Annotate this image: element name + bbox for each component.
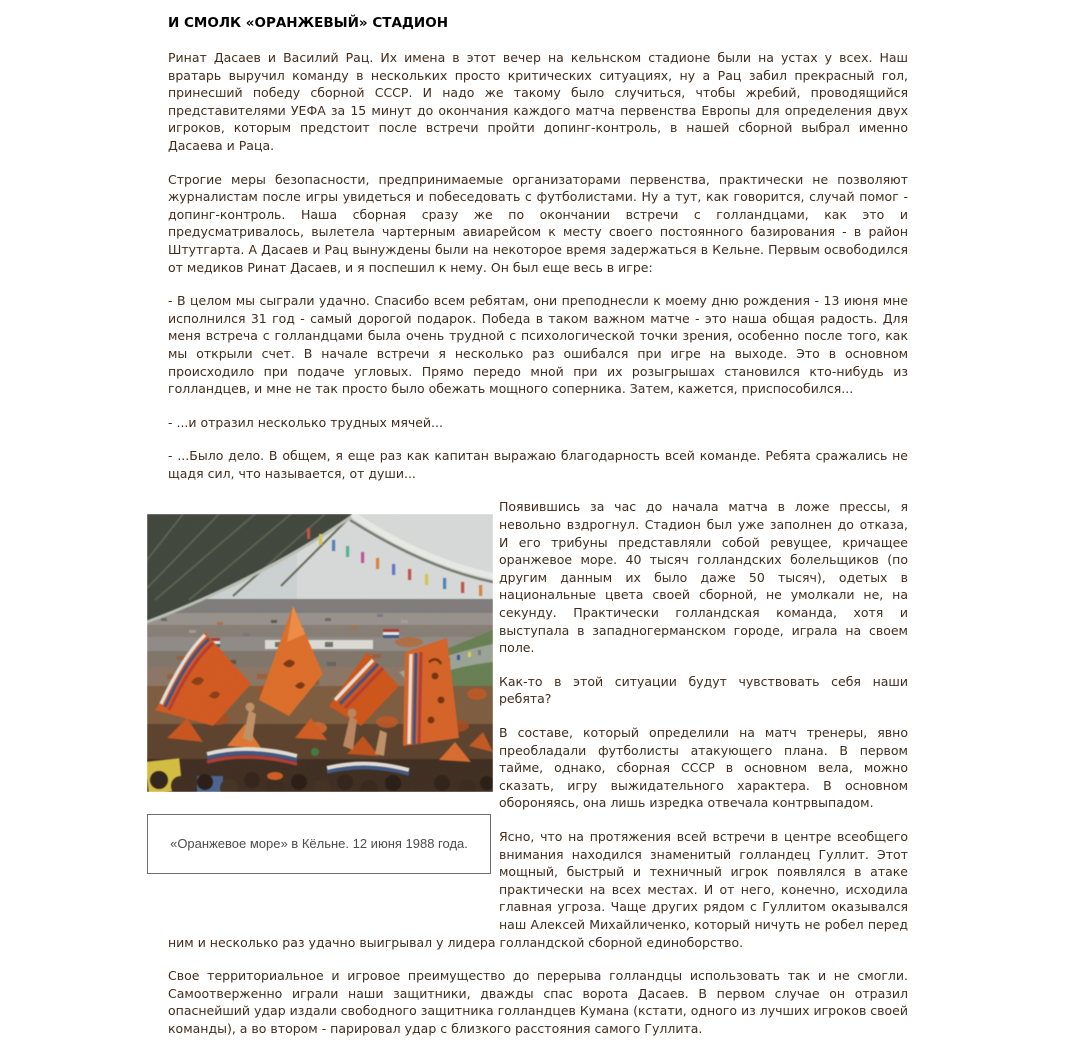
photo-caption: [147, 814, 491, 874]
article-page: [168, 0, 908, 1038]
stadium-photo-art: [147, 514, 493, 792]
paragraph-dasaev-quote-2: - ...и отразил несколько трудных мячей...: [168, 414, 443, 430]
paragraph-dasaev-quote-3: - ...Было дело. В общем, я еще раз как капитан выражаю благодарность всей команде. Ребята сражались не щадя сил, что называется, от души...: [168, 448, 908, 481]
photo-caption-text: «Оранжевое море» в Кёльне. 12 июня 1988 года.: [170, 836, 468, 852]
paragraph-lineup: В составе, который определили на матч тренеры, явно преобладали футболисты атакующего плана. В первом тайме, однако, сборная СССР в основном вела, можно сказать, игру выжидательного характера. В основном обороняясь, она лишь изредка отвечала контрвыпадом.: [499, 725, 908, 811]
paragraph-dasaev-quote-1: - В целом мы сыграли удачно. Спасибо всем ребятам, они преподнесли к моему дню рождения - 13 июня мне исполнился 31 год - самый дорогой подарок. Победа в таком важном матче - это наша общая радость. Для меня встреча с голландцами была очень трудной с психологической точки зрения, особенно после того, как мы открыли счет. В начале встречи я несколько раз ошибался при игре на выходе. Это в основном происходило при подаче угловых. Прямо передо мной при их розыгрышах становился кто-нибудь из голландцев, и мне не так просто было обежать мощного соперника. Затем, кажется, приспособился...: [168, 293, 908, 397]
paragraph-intro: Ринат Дасаев и Василий Рац. Их имена в этот вечер на кельнском стадионе были на устах у всех. Наш вратарь выручил команду в нескольких просто критических ситуациях, ну а Рац забил прекрасный гол, принесший победу сборной СССР. И надо же такому было случиться, чтобы жребий, проводящийся представителями УЕФА за 15 минут до окончания каждого матча первенства Европы для определения двух игроков, которым предстоит после встречи пройти допинг-контроль, в нашей сборной выбрал именно Дасаева и Раца.: [168, 50, 908, 153]
paragraph-gullit: Ясно, что на протяжения всей встречи в центре всеобщего внимания находился знаменитый голландец Гуллит. Этот мощный, быстрый и техничный игрок появлялся в атаке практически на всех местах. И от него, конечно, исходила главная угроза. Чаще других рядом с Гуллитом оказывался наш Алексей Михайличенко, который ничуть не робел перед ним и несколько раз удачно выигрывал у лидера голландской сборной единоборство.: [168, 828, 908, 950]
stadium-photo: [147, 514, 493, 792]
page-title: И СМОЛК «ОРАНЖЕВЫЙ» СТАДИОН: [168, 15, 449, 31]
photo-block: [147, 514, 493, 874]
paragraph-closing: Свое территориальное и игровое преимущество до перерыва голландцы использовать так и не смогли. Самоотверженно играли наши защитники, дважды спас ворота Дасаев. В первом случае он отразил опаснейший удар издали свободного защитника голландцев Кумана (кстати, одного из лучших игроков своей команды), а во втором - парировал удар с близкого расстояния самого Гуллита.: [168, 968, 908, 1036]
paragraph-orange-sea: Появившись за час до начала матча в ложе прессы, я невольно вздрогнул. Стадион был уже заполнен до отказа, И его трибуны представляли собой ревущее, кричащее оранжевое море. 40 тысяч голландских болельщиков (по другим данным их было даже 50 тысяч), одетых в национальные цвета своей сборной, не умолкали не, на секунду. Практически голландская команда, хотя и выступала в западногерманском городе, играла на своем поле.: [499, 499, 908, 656]
paragraph-question: Как-то в этой ситуации будут чувствовать себя наши ребята?: [499, 673, 908, 707]
paragraph-security: Строгие меры безопасности, предпринимаемые организаторами первенства, практически не позволяют журналистам после игры увидеться и побеседовать с футболистами. Ну а тут, как говорится, случай помог - допинг-контроль. Наша сборная сразу же по окончании встречи с голландцами, как это и предусматривалось, вылетела чартерным авиарейсом к месту своего постоянного базирования - в район Штутгарта. А Дасаев и Рац вынуждены были на некоторое время задержаться в Кельне. Первым освободился от медиков Ринат Дасаев, и я поспешил к нему. Он был еще весь в игре:: [168, 171, 908, 275]
